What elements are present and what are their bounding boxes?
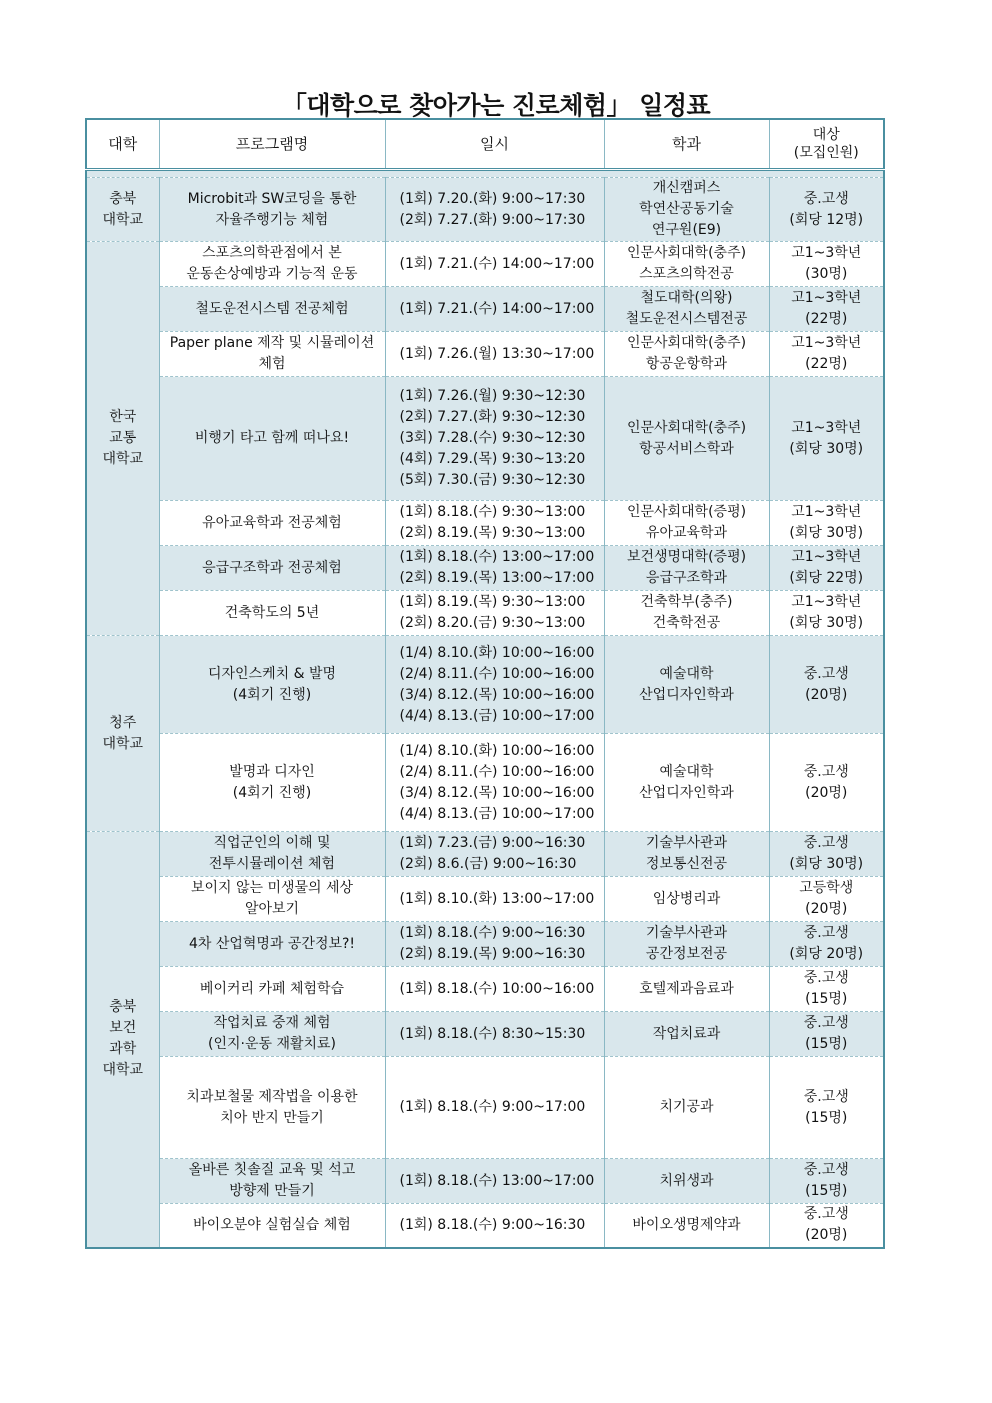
target-cell: 중.고생 (15명) (769, 1012, 884, 1057)
university-cell: 청주 대학교 (86, 636, 159, 832)
datetime-cell: (1회) 8.18.(수) 9:30~13:00 (2회) 8.19.(목) 9:30~13:00 (385, 501, 604, 546)
header-university: 대학 (86, 119, 159, 170)
department-cell: 기술부사관과 정보통신전공 (604, 832, 769, 877)
datetime-cell: (1회) 8.18.(수) 9:00~16:30 (2회) 8.19.(목) 9:00~16:30 (385, 922, 604, 967)
department-cell: 인문사회대학(충주) 스포츠의학전공 (604, 242, 769, 287)
datetime-cell: (1/4) 8.10.(화) 10:00~16:00 (2/4) 8.11.(수) 10:00~16:00 (3/4) 8.12.(목) 10:00~16:00 (4/4) 8.13.(금) 10:00~17:00 (385, 734, 604, 832)
page-title: 「대학으로 찾아가는 진로체험」 일정표 (281, 91, 711, 120)
program-cell: 베이커리 카페 체험학습 (159, 967, 385, 1012)
program-cell: 보이지 않는 미생물의 세상 알아보기 (159, 877, 385, 922)
department-cell: 인문사회대학(충주) 항공운항학과 (604, 332, 769, 377)
target-cell: 고1~3학년 (회당 30명) (769, 501, 884, 546)
department-cell: 치위생과 (604, 1159, 769, 1204)
header-datetime: 일시 (385, 119, 604, 170)
program-cell: 올바른 칫솔질 교육 및 석고 방향제 만들기 (159, 1159, 385, 1204)
header-row (86, 119, 884, 170)
program-cell: 치과보철물 제작법을 이용한 치아 반지 만들기 (159, 1057, 385, 1159)
target-cell: 고등학생 (20명) (769, 877, 884, 922)
header-program: 프로그램명 (159, 119, 385, 170)
target-cell: 고1~3학년 (22명) (769, 287, 884, 332)
target-cell: 중.고생 (회당 20명) (769, 922, 884, 967)
table-row (86, 877, 884, 922)
table-row (86, 546, 884, 591)
department-cell: 예술대학 산업디자인학과 (604, 636, 769, 734)
datetime-cell: (1회) 8.18.(수) 13:00~17:00 (2회) 8.19.(목) 13:00~17:00 (385, 546, 604, 591)
table-row (86, 287, 884, 332)
target-cell: 고1~3학년 (회당 30명) (769, 377, 884, 501)
table-row (86, 1057, 884, 1159)
department-cell: 건축학부(충주) 건축학전공 (604, 591, 769, 636)
datetime-cell: (1회) 7.21.(수) 14:00~17:00 (385, 242, 604, 287)
datetime-cell: (1/4) 8.10.(화) 10:00~16:00 (2/4) 8.11.(수) 10:00~16:00 (3/4) 8.12.(목) 10:00~16:00 (4/4) 8.13.(금) 10:00~17:00 (385, 636, 604, 734)
program-cell: 건축학도의 5년 (159, 591, 385, 636)
program-cell: 유아교육학과 전공체험 (159, 501, 385, 546)
program-cell: 작업치료 중재 체험 (인지·운동 재활치료) (159, 1012, 385, 1057)
table-row (86, 591, 884, 636)
program-cell: 디자인스케치 & 발명 (4회기 진행) (159, 636, 385, 734)
datetime-cell: (1회) 8.18.(수) 9:00~16:30 (385, 1204, 604, 1248)
target-cell: 고1~3학년 (회당 22명) (769, 546, 884, 591)
university-cell: 충북 보건 과학 대학교 (86, 832, 159, 1248)
program-cell: 바이오분야 실험실습 체험 (159, 1204, 385, 1248)
table-row (86, 178, 884, 242)
program-cell: 철도운전시스템 전공체험 (159, 287, 385, 332)
program-cell: 응급구조학과 전공체험 (159, 546, 385, 591)
target-cell: 중.고생 (20명) (769, 1204, 884, 1248)
header-department: 학과 (604, 119, 769, 170)
datetime-cell: (1회) 7.26.(월) 9:30~12:30 (2회) 7.27.(화) 9:30~12:30 (3회) 7.28.(수) 9:30~12:30 (4회) 7.29.(목) 9:30~13:20 (5회) 7.30.(금) 9:30~12:30 (385, 377, 604, 501)
table-row (86, 1159, 884, 1204)
department-cell: 바이오생명제약과 (604, 1204, 769, 1248)
target-cell: 중.고생 (20명) (769, 636, 884, 734)
department-cell: 호텔제과음료과 (604, 967, 769, 1012)
datetime-cell: (1회) 8.18.(수) 9:00~17:00 (385, 1057, 604, 1159)
datetime-cell: (1회) 8.18.(수) 8:30~15:30 (385, 1012, 604, 1057)
table-row (86, 332, 884, 377)
university-cell: 한국 교통 대학교 (86, 242, 159, 636)
program-cell: 비행기 타고 함께 떠나요! (159, 377, 385, 501)
department-cell: 보건생명대학(증평) 응급구조학과 (604, 546, 769, 591)
program-cell: 직업군인의 이해 및 전투시뮬레이션 체험 (159, 832, 385, 877)
table-row (86, 1204, 884, 1248)
department-cell: 인문사회대학(증평) 유아교육학과 (604, 501, 769, 546)
university-cell: 충북 대학교 (86, 178, 159, 242)
datetime-cell: (1회) 8.19.(목) 9:30~13:00 (2회) 8.20.(금) 9:30~13:00 (385, 591, 604, 636)
table-row (86, 967, 884, 1012)
datetime-cell: (1회) 8.18.(수) 13:00~17:00 (385, 1159, 604, 1204)
table-row (86, 922, 884, 967)
table-row (86, 1012, 884, 1057)
target-cell: 중.고생 (회당 30명) (769, 832, 884, 877)
table-row (86, 734, 884, 832)
table-row (86, 242, 884, 287)
target-cell: 중.고생 (15명) (769, 1159, 884, 1204)
program-cell: 스포츠의학관점에서 본 운동손상예방과 기능적 운동 (159, 242, 385, 287)
target-cell: 중.고생 (회당 12명) (769, 178, 884, 242)
department-cell: 치기공과 (604, 1057, 769, 1159)
target-cell: 중.고생 (15명) (769, 1057, 884, 1159)
department-cell: 인문사회대학(충주) 항공서비스학과 (604, 377, 769, 501)
target-cell: 중.고생 (15명) (769, 967, 884, 1012)
target-cell: 중.고생 (20명) (769, 734, 884, 832)
department-cell: 철도대학(의왕) 철도운전시스템전공 (604, 287, 769, 332)
department-cell: 예술대학 산업디자인학과 (604, 734, 769, 832)
schedule-body (86, 170, 884, 1248)
header-target: 대상 (모집인원) (769, 119, 884, 170)
target-cell: 고1~3학년 (22명) (769, 332, 884, 377)
datetime-cell: (1회) 7.26.(월) 13:30~17:00 (385, 332, 604, 377)
datetime-cell: (1회) 7.20.(화) 9:00~17:30 (2회) 7.27.(화) 9:00~17:30 (385, 178, 604, 242)
table-row (86, 832, 884, 877)
table-row (86, 636, 884, 734)
department-cell: 임상병리과 (604, 877, 769, 922)
program-cell: 발명과 디자인 (4회기 진행) (159, 734, 385, 832)
program-cell: 4차 산업혁명과 공간정보?! (159, 922, 385, 967)
program-cell: Paper plane 제작 및 시뮬레이션 체험 (159, 332, 385, 377)
datetime-cell: (1회) 7.21.(수) 14:00~17:00 (385, 287, 604, 332)
datetime-cell: (1회) 7.23.(금) 9:00~16:30 (2회) 8.6.(금) 9:00~16:30 (385, 832, 604, 877)
target-cell: 고1~3학년 (회당 30명) (769, 591, 884, 636)
target-cell: 고1~3학년 (30명) (769, 242, 884, 287)
datetime-cell: (1회) 8.10.(화) 13:00~17:00 (385, 877, 604, 922)
program-cell: Microbit과 SW코딩을 통한 자율주행기능 체험 (159, 178, 385, 242)
schedule-table (85, 118, 885, 1249)
department-cell: 개신캠퍼스 학연산공동기술 연구원(E9) (604, 178, 769, 242)
table-row (86, 377, 884, 501)
table-row (86, 501, 884, 546)
department-cell: 작업치료과 (604, 1012, 769, 1057)
datetime-cell: (1회) 8.18.(수) 10:00~16:00 (385, 967, 604, 1012)
department-cell: 기술부사관과 공간정보전공 (604, 922, 769, 967)
